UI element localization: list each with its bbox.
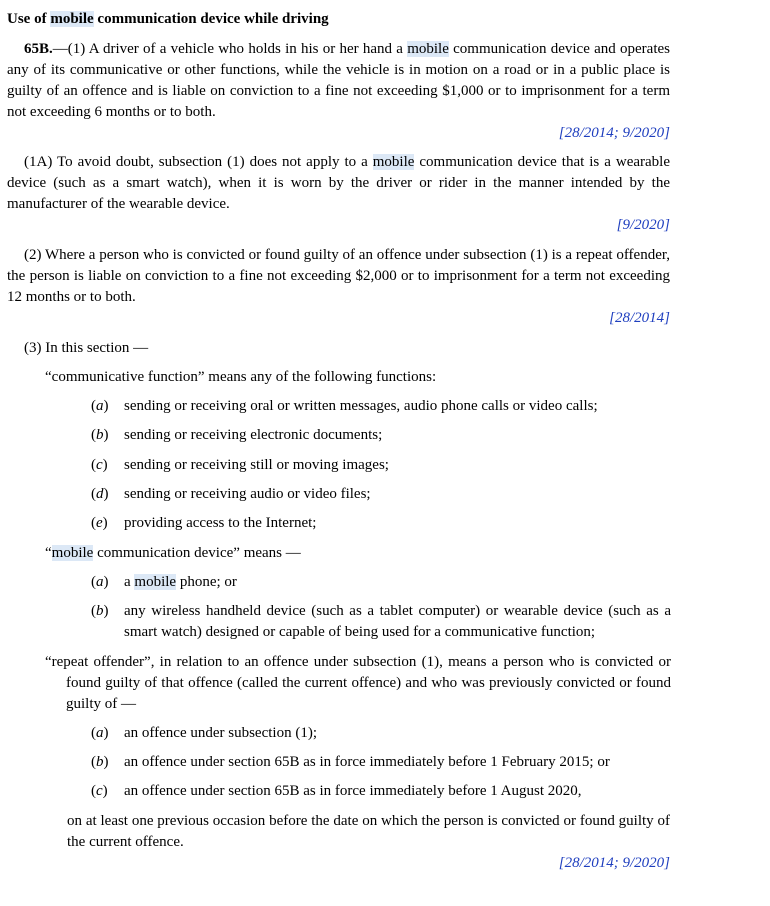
heading-text: communication device while driving xyxy=(93,11,329,27)
subsection-3-intro: (3) In this section — xyxy=(24,340,149,356)
item-label: (a) xyxy=(91,574,109,590)
item-label: (a) xyxy=(91,725,109,741)
definition-repeat-offender: “repeat offender”, in relation to an offence under subsection (1), means a person who is convicted or found guilty of that offence (called the current offence) and who was previously convicted or found guilty of — xyxy=(45,654,671,712)
section-number: 65B. xyxy=(24,41,53,57)
search-highlight: mobile xyxy=(407,41,449,57)
amendment-note[interactable]: [28/2014; 9/2020] xyxy=(558,855,670,871)
item-text: providing access to the Internet; xyxy=(124,515,317,531)
search-highlight: mobile xyxy=(50,11,94,27)
quote-mark: “ xyxy=(45,545,52,561)
search-highlight: mobile xyxy=(134,574,177,590)
item-label: (c) xyxy=(91,457,108,473)
item-label: (a) xyxy=(91,398,109,414)
amendment-note[interactable]: [28/2014] xyxy=(609,310,670,326)
item-text: sending or receiving audio or video files; xyxy=(124,486,371,502)
item-label: (b) xyxy=(91,603,109,619)
definition-mobile-communication-device xyxy=(45,543,671,564)
section-heading xyxy=(7,9,329,30)
definition-tail: on at least one previous occasion before the date on which the person is convicted or found guilty of the current offence. xyxy=(67,813,670,850)
subsection-text: A driver of a vehicle who holds in his or her hand a xyxy=(85,41,408,57)
search-highlight: mobile xyxy=(51,545,94,561)
definition-text: communication device” means — xyxy=(93,545,301,561)
item-label: (b) xyxy=(91,427,109,443)
item-label: (e) xyxy=(91,515,108,531)
subsection-text: (1A) To avoid doubt, subsection (1) does not apply to a xyxy=(24,154,373,170)
item-text: sending or receiving still or moving images; xyxy=(124,457,389,473)
item-label: (b) xyxy=(91,754,109,770)
subsection-1 xyxy=(7,39,670,123)
amendment-note[interactable]: [9/2020] xyxy=(616,217,670,233)
item-text: sending or receiving electronic documents; xyxy=(124,427,383,443)
item-text: an offence under subsection (1); xyxy=(124,725,317,741)
subsection-1a xyxy=(7,152,670,215)
subsection-label: —(1) xyxy=(52,41,86,57)
item-text: an offence under section 65B as in force immediately before 1 February 2015; or xyxy=(124,754,610,770)
item-text: any wireless handheld device (such as a tablet computer) or wearable device (such as a smart watch) designed or capable of being used for a communicative function; xyxy=(124,603,671,640)
subsection-text: communication device that is a wearable device (such as a smart watch), when it is worn by the driver or rider in the manner intended by the manufacturer of the wearable device. xyxy=(7,154,670,212)
subsection-2: (2) Where a person who is convicted or found guilty of an offence under subsection (1) is a repeat offender, the person is liable on conviction to a fine not exceeding $2,000 or to imprisonment for a term not exceeding 12 months or to both. xyxy=(7,247,670,305)
item-label: (c) xyxy=(91,783,108,799)
item-text: sending or receiving oral or written messages, audio phone calls or video calls; xyxy=(124,398,598,414)
amendment-note[interactable]: [28/2014; 9/2020] xyxy=(558,125,670,141)
item-text: a mobile phone; or xyxy=(124,574,237,590)
subsection-text: communication device and operates any of its communicative or other functions, while the vehicle is in motion on a road or in a public place is guilty of an offence and is liable on conviction to a fine not exceeding $1,000 or to imprisonment for a term not exceeding 6 months or to both. xyxy=(7,41,670,120)
heading-text: Use of xyxy=(7,11,51,27)
definition-communicative-function: “communicative function” means any of the following functions: xyxy=(45,369,437,385)
search-highlight: mobile xyxy=(372,154,415,170)
item-text: an offence under section 65B as in force immediately before 1 August 2020, xyxy=(124,783,582,799)
item-label: (d) xyxy=(91,486,109,502)
